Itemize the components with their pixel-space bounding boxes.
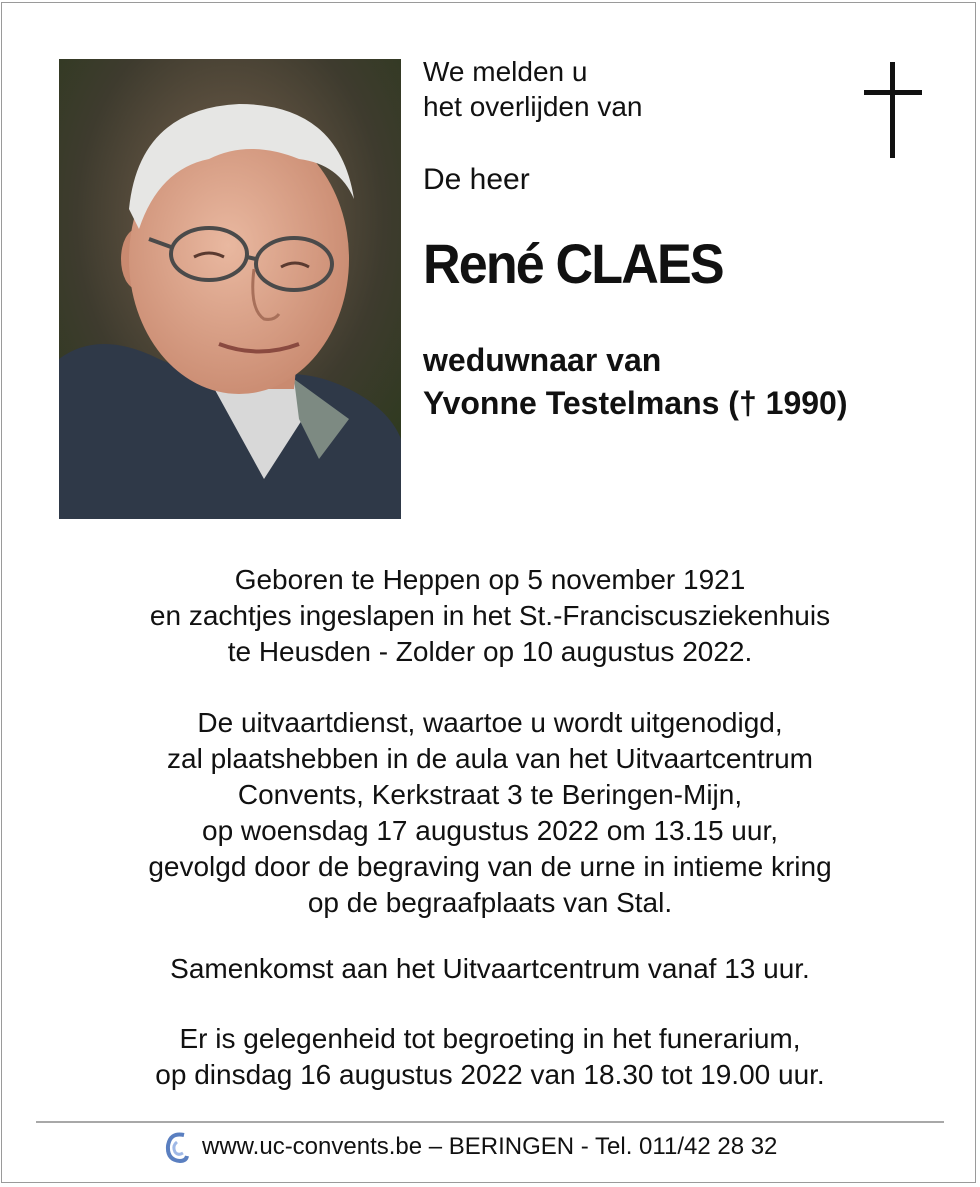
honorific-title: De heer (423, 163, 530, 196)
paragraph-line: en zachtjes ingeslapen in het St.-Franciscusziekenhuis (149, 600, 831, 631)
footer-contact[interactable]: www.uc-convents.be – BERINGEN - Tel. 011/42 28 32 (202, 1133, 778, 1160)
spouse-info (423, 339, 847, 425)
uc-convents-logo-icon (164, 1130, 190, 1164)
paragraph-line: te Heusden - Zolder op 10 augustus 2022. (227, 636, 753, 667)
gathering-paragraph (40, 951, 940, 987)
intro-line-1: We melden u (423, 56, 588, 87)
spouse-line-1: weduwnaar van (423, 342, 662, 378)
paragraph-line: Convents, Kerkstraat 3 te Beringen-Mijn, (237, 779, 743, 810)
paragraph-line: op woensdag 17 augustus 2022 om 13.15 uur, (202, 815, 778, 846)
intro-line-2: het overlijden van (423, 91, 643, 122)
spouse-line-2: Yvonne Testelmans († 1990) (423, 385, 848, 421)
funeral-paragraph (40, 705, 940, 921)
paragraph-line: Geboren te Heppen op 5 november 1921 (234, 564, 746, 595)
deceased-name: René CLAES (423, 232, 723, 295)
footer-divider (36, 1121, 944, 1123)
cross-icon (864, 62, 922, 158)
portrait-photo (59, 59, 401, 519)
paragraph-line: gevolgd door de begraving van de urne in intieme kring (148, 851, 832, 882)
paragraph-line: De uitvaartdienst, waartoe u wordt uitgenodigd, (197, 707, 783, 738)
paragraph-line: Samenkomst aan het Uitvaartcentrum vanaf 13 uur. (170, 953, 810, 984)
birth-death-paragraph (40, 562, 940, 670)
paragraph-line: op de begraafplaats van Stal. (307, 887, 673, 918)
footer (164, 1127, 777, 1167)
paragraph-line: zal plaatshebben in de aula van het Uitvaartcentrum (167, 743, 813, 774)
visitation-paragraph (40, 1021, 940, 1093)
paragraph-line: Er is gelegenheid tot begroeting in het funerarium, (179, 1023, 801, 1054)
announcement-intro (423, 54, 642, 124)
portrait-illustration (59, 59, 401, 519)
paragraph-line: op dinsdag 16 augustus 2022 van 18.30 tot 19.00 uur. (155, 1059, 825, 1090)
